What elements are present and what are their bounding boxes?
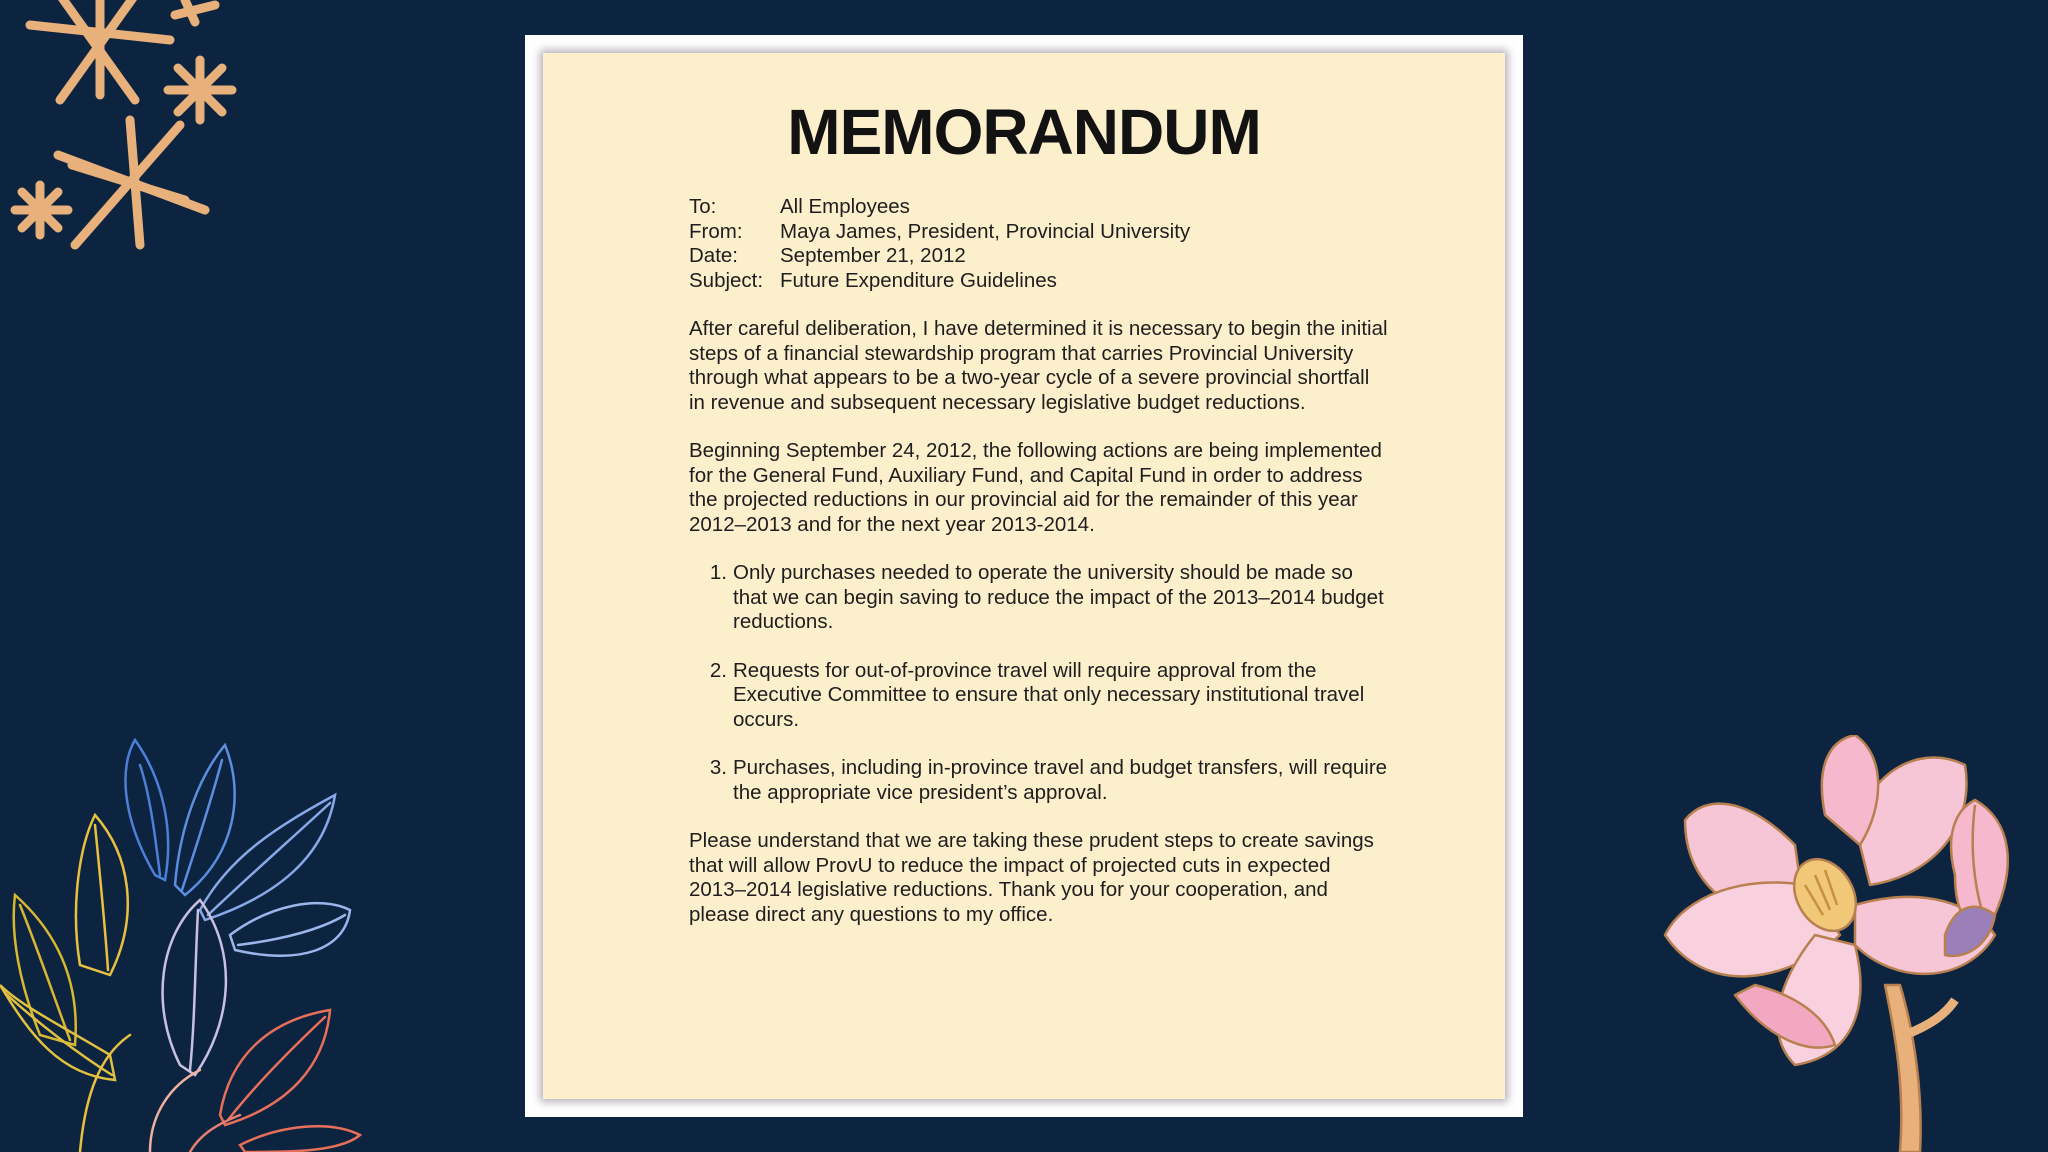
- magnolia-flower: [1655, 735, 2048, 1152]
- memo-title: MEMORANDUM: [787, 96, 1261, 168]
- header-row-subject: [689, 269, 1389, 294]
- list-item: [689, 756, 1389, 805]
- header-label: Subject:: [689, 268, 764, 292]
- list-text: Requests for out-of-province travel will require approval from the Executive Committee to ensure that only necessary institutional travel occurs.: [733, 658, 1365, 731]
- sparkle-icons: [0, 0, 250, 260]
- list-number: 3.: [709, 756, 727, 779]
- memo-paragraph: Beginning September 24, 2012, the following actions are being implemented for the General Fund, Auxiliary Fund, and Capital Fund in order to address the projected reductions in our provincial aid for the remainder of this year 2012–2013 and for the next year 2013-2014.: [689, 439, 1382, 536]
- header-value: September 21, 2012: [780, 244, 966, 267]
- header-row-to: [689, 195, 1389, 220]
- leaf-line-art: [0, 735, 370, 1152]
- memo-paragraph: After careful deliberation, I have determined it is necessary to begin the initial steps of a financial stewardship program that carries Provincial University through what appears to be a two-year cycle of a severe provincial shortfall in revenue and subsequent necessary legislative budget reductions.: [689, 317, 1388, 414]
- header-row-date: [689, 244, 1389, 269]
- memo-body: [689, 195, 1389, 927]
- memo-header: [689, 195, 1389, 293]
- list-text: Purchases, including in-province travel and budget transfers, will require the appropriate vice president’s approval.: [733, 756, 1388, 804]
- list-number: 2.: [709, 658, 727, 682]
- header-label: To:: [689, 195, 717, 218]
- list-number: 1.: [709, 561, 727, 584]
- list-item: [689, 659, 1389, 733]
- header-row-from: [689, 220, 1389, 245]
- memo-frame: [525, 35, 1523, 1117]
- memo-paper: [543, 53, 1505, 1099]
- memo-closing: Please understand that we are taking these prudent steps to create savings that will allow ProvU to reduce the impact of projected cuts in expected 2013–2014 legislative reductions. Thank you for your cooperation, and please direct any questions to my office.: [689, 829, 1374, 926]
- header-value: Future Expenditure Guidelines: [780, 268, 1057, 292]
- list-item: [689, 561, 1389, 635]
- list-text: Only purchases needed to operate the university should be made so that we can begin saving to reduce the impact of the 2013–2014 budget reductions.: [733, 561, 1384, 633]
- header-value: All Employees: [780, 195, 910, 218]
- header-label: From:: [689, 219, 743, 243]
- memo-action-list: [689, 561, 1389, 805]
- header-label: Date:: [689, 244, 738, 267]
- header-value: Maya James, President, Provincial University: [780, 219, 1191, 243]
